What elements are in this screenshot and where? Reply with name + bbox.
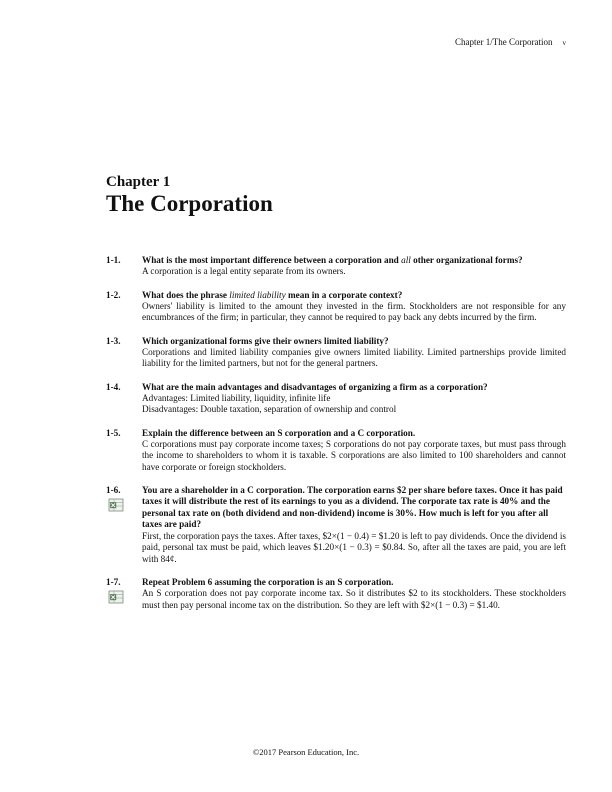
answer: Corporations and limited liability companies give owners limited liability. Limited partnerships provide limited liability for the limited partners, but not for the general partners. — [142, 347, 566, 369]
answer: An S corporation does not pay corporate income tax. So it distributes $2 to its stockholders. These stockholders must then pay personal income tax on the distribution. So they are left with $2×(1 − 0.3) = $1.40. — [142, 588, 566, 610]
problem-number: 1-6. — [106, 485, 121, 496]
problem-1-5 — [106, 428, 566, 474]
spreadsheet-icon[interactable] — [108, 498, 124, 512]
question: What is the most important difference between a corporation and all other organizational forms? — [142, 255, 523, 265]
question: What does the phrase limited liability mean in a corporate context? — [142, 289, 403, 300]
problem-1-3 — [106, 336, 566, 370]
problem-1-4 — [106, 382, 566, 416]
problem-list — [106, 255, 566, 623]
question: Which organizational forms give their owners limited liability? — [142, 335, 389, 346]
question: Repeat Problem 6 assuming the corporation is an S corporation. — [142, 576, 394, 587]
answer: Owners' liability is limited to the amount they invested in the firm. Stockholders are not responsible for any encumbrances of the firm; in particular, they cannot be required to pay back any debts incurred by the firm. — [142, 301, 566, 323]
chapter-label: Chapter 1 — [106, 174, 171, 190]
question-emphasis: all — [401, 255, 411, 265]
problem-number: 1-1. — [106, 255, 121, 265]
problem-number: 1-3. — [106, 335, 121, 346]
problem-1-6 — [106, 485, 566, 565]
question-emphasis: limited liability — [229, 289, 286, 300]
problem-1-1 — [106, 255, 566, 278]
answer-advantages: Advantages: Limited liability, liquidity, infinite life — [142, 393, 331, 404]
problem-1-2 — [106, 290, 566, 324]
page-number: v — [562, 39, 566, 47]
problem-number: 1-7. — [106, 576, 121, 587]
problem-1-7 — [106, 577, 566, 611]
question: What are the main advantages and disadvantages of organizing a firm as a corporation? — [142, 381, 488, 392]
header-title: Chapter 1/The Corporation — [455, 37, 553, 47]
answer: C corporations must pay corporate income taxes; S corporations do not pay corporate taxes, but must pass through the income to shareholders to whom it is taxable. S corporations are also limited to 100 shareholders and cannot have corporate or foreign stockholders. — [142, 439, 566, 472]
running-header — [455, 37, 566, 47]
answer: A corporation is a legal entity separate from its owners. — [142, 266, 346, 277]
spreadsheet-icon[interactable] — [108, 590, 124, 604]
question: You are a shareholder in a C corporation. The corporation earns $2 per share before taxes. Once it has paid taxes it will distribute the rest of its earnings to you as a dividend. The corporate tax rate is 40% and the personal tax rate on (both dividend and non-dividend) income is 30%. How much is left for you after all taxes are paid? — [142, 485, 563, 530]
copyright-footer: ©2017 Pearson Education, Inc. — [252, 747, 360, 757]
question: Explain the difference between an S corporation and a C corporation. — [142, 427, 416, 438]
problem-number: 1-5. — [106, 427, 121, 438]
chapter-title: The Corporation — [106, 191, 273, 216]
problem-number: 1-2. — [106, 289, 121, 300]
problem-number: 1-4. — [106, 381, 121, 392]
answer-disadvantages: Disadvantages: Double taxation, separation of ownership and control — [142, 404, 397, 415]
answer: First, the corporation pays the taxes. After taxes, $2×(1 − 0.4) = $1.20 is left to pay dividends. Once the dividend is paid, personal tax must be paid, which leaves $1.20×(1 − 0.3) = $0.84. So, after all the taxes are paid, you are left with 84¢. — [142, 530, 566, 564]
